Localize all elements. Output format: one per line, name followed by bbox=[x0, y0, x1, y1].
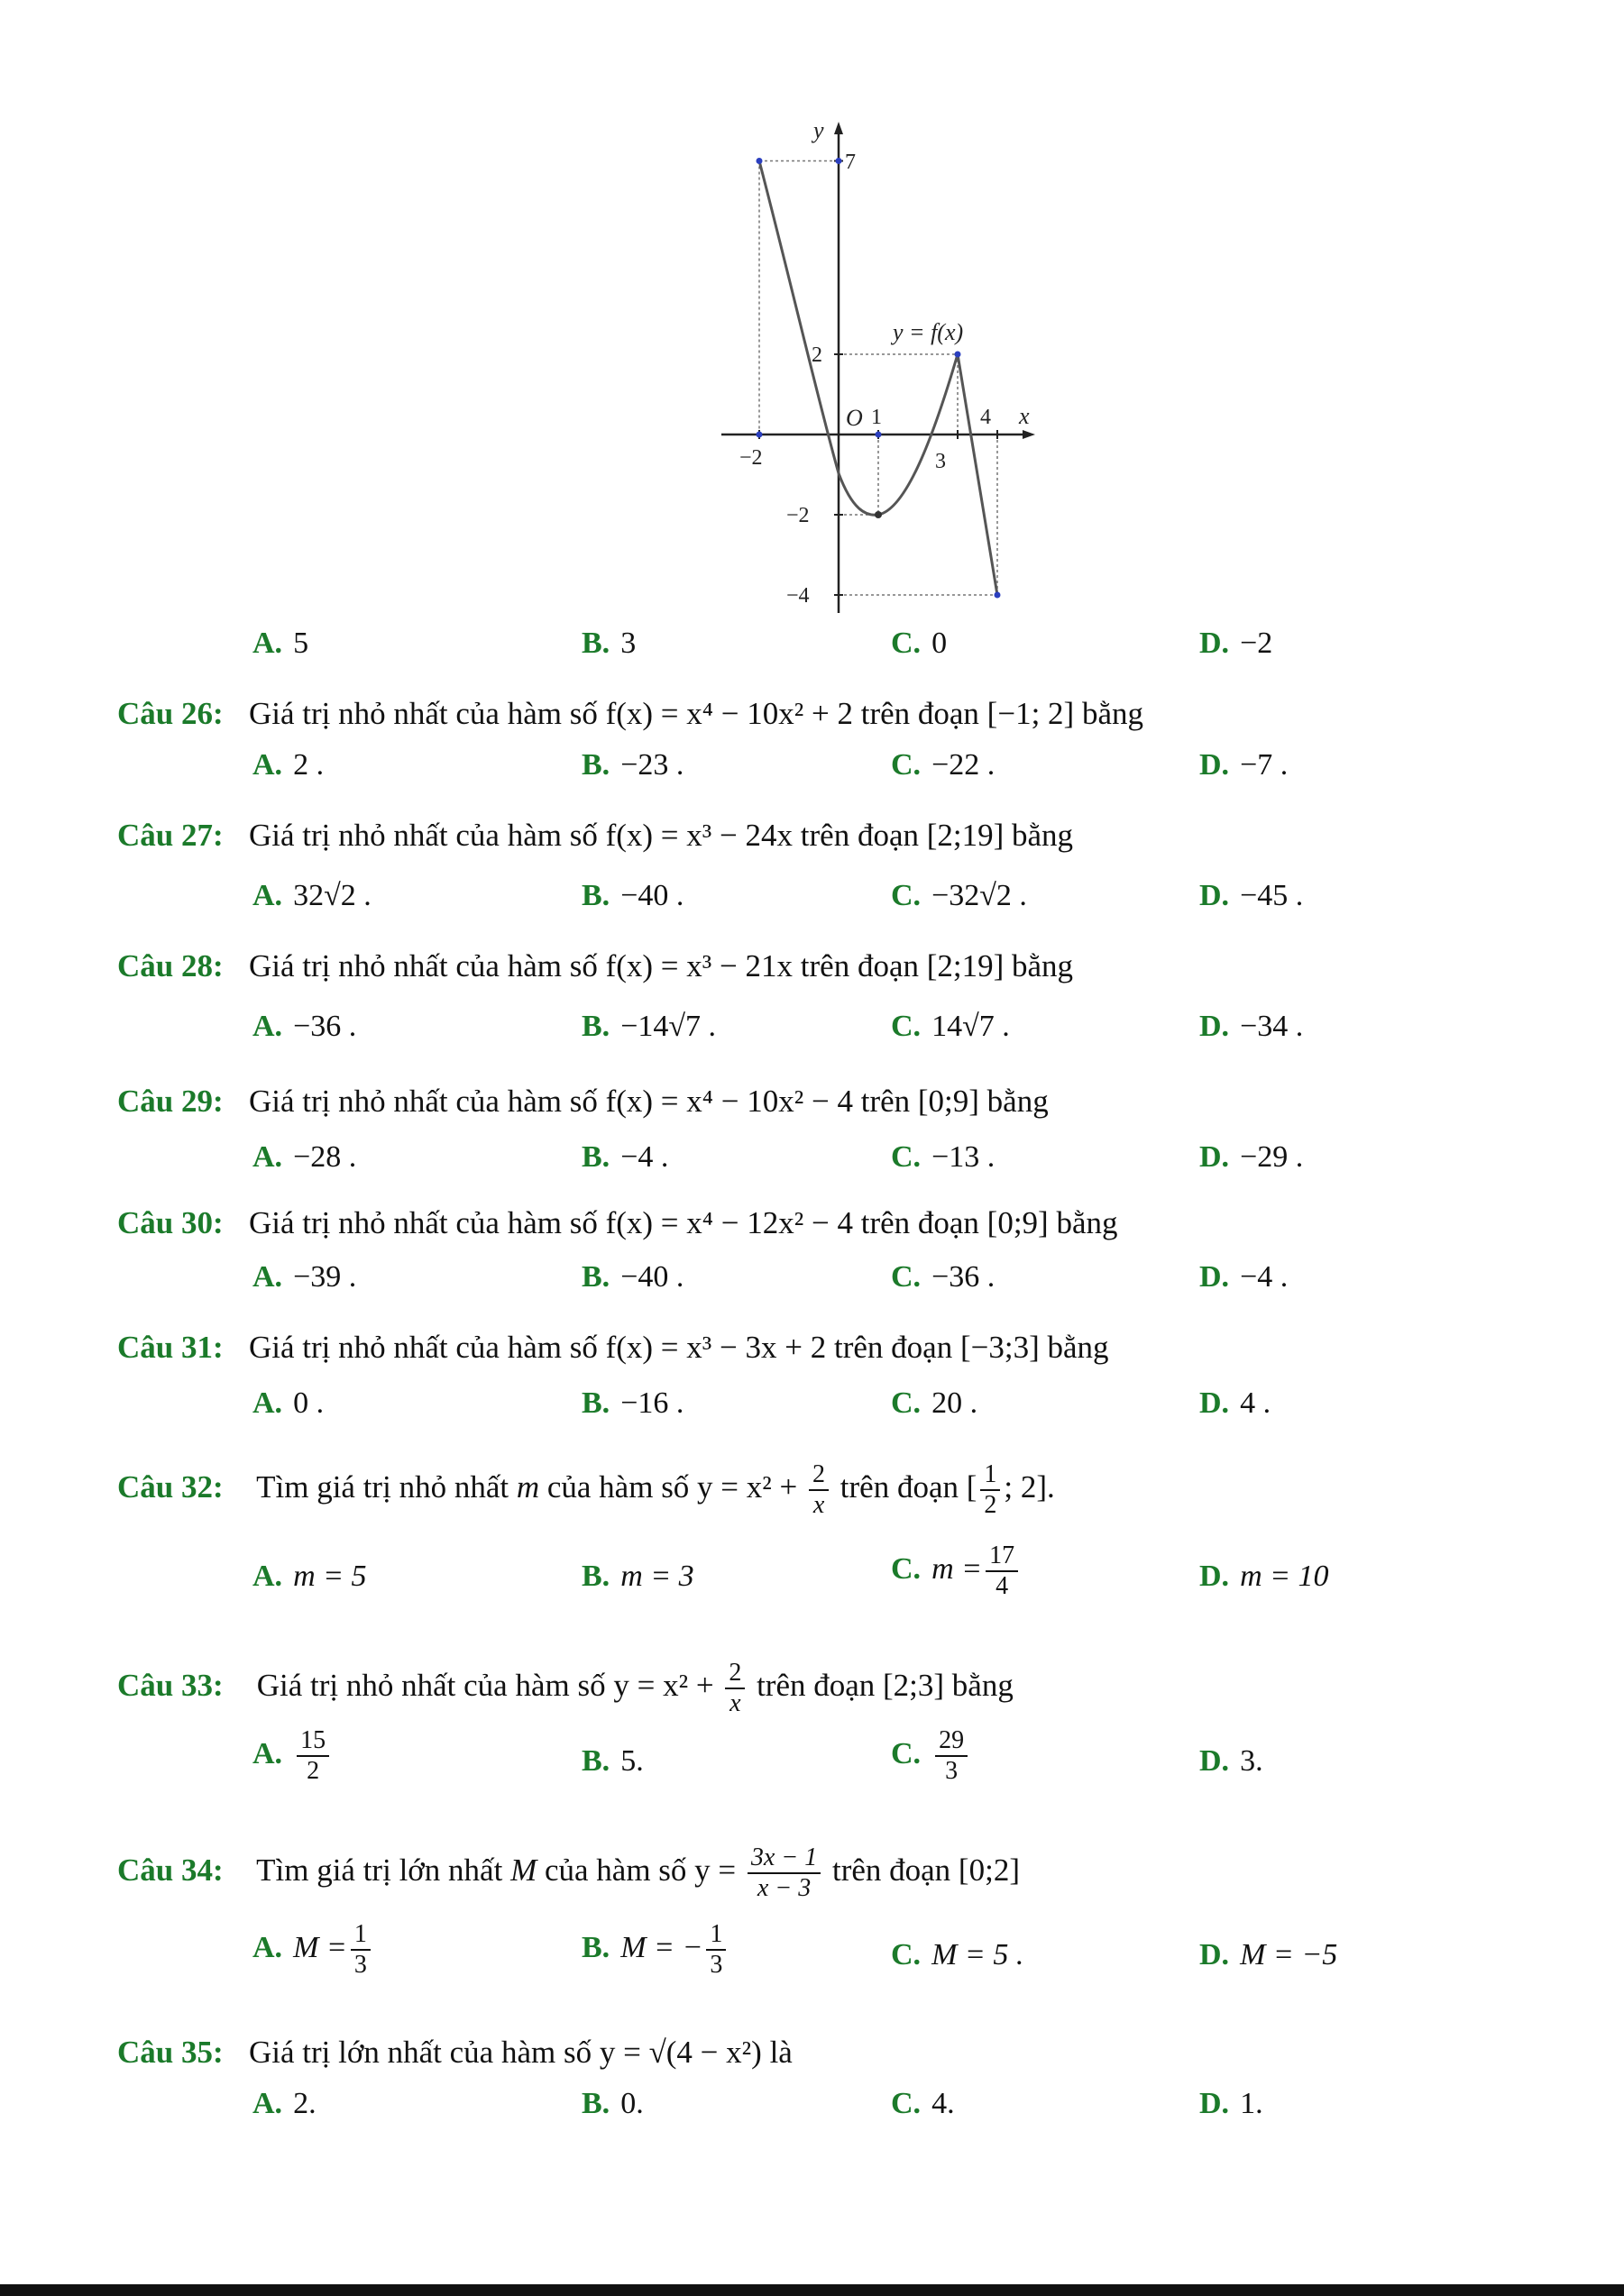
function-curve bbox=[759, 161, 997, 596]
question-30: Câu 30: Giá trị nhỏ nhất của hàm số f(x) = x⁴ − 12x² − 4 trên đoạn [0;9] bằng bbox=[117, 1205, 1118, 1240]
q27-option-a[interactable]: A. 32√2 . bbox=[252, 879, 372, 912]
q29-option-a[interactable]: A. −28 . bbox=[252, 1140, 357, 1174]
q33-option-d[interactable]: D. 3. bbox=[1199, 1744, 1263, 1778]
y-tick-neg4: −4 bbox=[786, 584, 810, 608]
q31-answers bbox=[252, 1386, 1515, 1432]
q32-fraction: $\frac{2}{x}$ bbox=[809, 1460, 829, 1520]
q34-option-c[interactable]: C. M = 5 . bbox=[891, 1938, 1024, 1971]
q32-option-c[interactable]: C. m = $\frac{17}{4}$ bbox=[891, 1541, 1022, 1601]
q33-option-a[interactable]: A. $\frac{15}{2}$ bbox=[252, 1726, 333, 1786]
q25-option-d[interactable]: D. −2 bbox=[1199, 627, 1273, 660]
q30-option-b[interactable]: B. −40 . bbox=[582, 1260, 684, 1294]
q27-option-b[interactable]: B. −40 . bbox=[582, 879, 684, 912]
q29-option-b[interactable]: B. −4 . bbox=[582, 1140, 669, 1174]
q33-option-c[interactable]: C. $\frac{29}{3}$ bbox=[891, 1726, 971, 1786]
q25-answers bbox=[252, 627, 1515, 672]
q25-option-c[interactable]: C. 0 bbox=[891, 627, 948, 660]
origin-label: O bbox=[846, 405, 863, 431]
q34-option-a[interactable]: A. M = $\frac{1}{3}$ bbox=[252, 1920, 374, 1980]
x-tick-neg2: −2 bbox=[739, 446, 763, 470]
function-label: y = f(x) bbox=[893, 319, 964, 345]
y-axis-label: y bbox=[813, 117, 824, 143]
q32-answers bbox=[252, 1541, 1515, 1605]
q30-option-c[interactable]: C. −36 . bbox=[891, 1260, 996, 1294]
q26-option-d[interactable]: D. −7 . bbox=[1199, 748, 1289, 782]
q25-option-b[interactable]: B. 3 bbox=[582, 627, 637, 660]
question-33: Câu 33: Giá trị nhỏ nhất của hàm số y = x² + $\frac{2}{x}$ trên đoạn [2;3] bằng bbox=[117, 1659, 1014, 1717]
q26-answers bbox=[252, 748, 1515, 793]
q34-fraction: $\frac{3x - 1}{x - 3}$ bbox=[748, 1843, 821, 1903]
q27-option-c[interactable]: C. −32√2 . bbox=[891, 879, 1027, 912]
q30-option-d[interactable]: D. −4 . bbox=[1199, 1260, 1289, 1294]
q33-answers bbox=[252, 1726, 1515, 1789]
q27-answers bbox=[252, 879, 1515, 924]
q35-option-d[interactable]: D. 1. bbox=[1199, 2087, 1263, 2120]
y-tick-7: 7 bbox=[845, 151, 856, 174]
question-28: Câu 28: Giá trị nhỏ nhất của hàm số f(x) = x³ − 21x trên đoạn [2;19] bằng bbox=[117, 948, 1074, 983]
q26-option-c[interactable]: C. −22 . bbox=[891, 748, 996, 782]
axes bbox=[721, 131, 1028, 613]
minimum-point bbox=[875, 511, 882, 518]
bottom-rule bbox=[0, 2284, 1624, 2296]
q26-option-a[interactable]: A. 2 . bbox=[252, 748, 325, 782]
q27-option-d[interactable]: D. −45 . bbox=[1199, 879, 1304, 912]
question-31: Câu 31: Giá trị nhỏ nhất của hàm số f(x) = x³ − 3x + 2 trên đoạn [−3;3] bằng bbox=[117, 1330, 1109, 1365]
q26-option-b[interactable]: B. −23 . bbox=[582, 748, 684, 782]
function-graph bbox=[703, 113, 1055, 617]
q31-option-d[interactable]: D. 4 . bbox=[1199, 1386, 1271, 1420]
q28-option-b[interactable]: B. −14√7 . bbox=[582, 1010, 717, 1043]
q34-option-d[interactable]: D. M = −5 bbox=[1199, 1938, 1338, 1971]
x-tick-3: 3 bbox=[935, 450, 946, 473]
q28-option-d[interactable]: D. −34 . bbox=[1199, 1010, 1304, 1043]
q33-fraction: $\frac{2}{x}$ bbox=[725, 1659, 745, 1718]
y-tick-2: 2 bbox=[812, 343, 822, 367]
question-26: Câu 26: Giá trị nhỏ nhất của hàm số f(x) = x⁴ − 10x² + 2 trên đoạn [−1; 2] bằng bbox=[117, 696, 1143, 731]
q29-option-d[interactable]: D. −29 . bbox=[1199, 1140, 1304, 1174]
q29-option-c[interactable]: C. −13 . bbox=[891, 1140, 996, 1174]
q31-option-b[interactable]: B. −16 . bbox=[582, 1386, 684, 1420]
q35-option-b[interactable]: B. 0. bbox=[582, 2087, 644, 2120]
x-tick-1: 1 bbox=[871, 406, 882, 429]
q32-option-b[interactable]: B. m = 3 bbox=[582, 1560, 694, 1593]
q32-option-a[interactable]: A. m = 5 bbox=[252, 1560, 367, 1593]
question-32: Câu 32: Tìm giá trị nhỏ nhất m của hàm số y = x² + $\frac{2}{x}$ trên đoạn [ $\frac{1}{2}$ ; 2]. bbox=[117, 1460, 1055, 1519]
q31-option-c[interactable]: C. 20 . bbox=[891, 1386, 978, 1420]
graph-svg bbox=[703, 113, 1055, 617]
question-27: Câu 27: Giá trị nhỏ nhất của hàm số f(x) = x³ − 24x trên đoạn [2;19] bằng bbox=[117, 818, 1074, 853]
q28-option-c[interactable]: C. 14√7 . bbox=[891, 1010, 1010, 1043]
x-axis-arrow bbox=[1023, 430, 1035, 439]
y-tick-neg2: −2 bbox=[786, 504, 810, 527]
q28-answers bbox=[252, 1010, 1515, 1055]
question-34: Câu 34: Tìm giá trị lớn nhất M của hàm số y = $\frac{3x - 1}{x - 3}$ trên đoạn [0;2] bbox=[117, 1843, 1020, 1902]
q30-option-a[interactable]: A. −39 . bbox=[252, 1260, 357, 1294]
q29-answers bbox=[252, 1140, 1515, 1185]
q35-option-a[interactable]: A. 2. bbox=[252, 2087, 317, 2120]
q33-option-b[interactable]: B. 5. bbox=[582, 1744, 644, 1778]
q32-interval-fraction: $\frac{1}{2}$ bbox=[980, 1460, 1000, 1520]
q34-option-b[interactable]: B. M = − $\frac{1}{3}$ bbox=[582, 1920, 729, 1980]
x-tick-4: 4 bbox=[980, 406, 991, 429]
q34-answers bbox=[252, 1920, 1515, 1983]
question-35: Câu 35: Giá trị lớn nhất của hàm số y = √(4 − x²) là bbox=[117, 2035, 793, 2070]
q28-option-a[interactable]: A. −36 . bbox=[252, 1010, 357, 1043]
marked-points bbox=[757, 158, 1001, 599]
question-29: Câu 29: Giá trị nhỏ nhất của hàm số f(x) = x⁴ − 10x² − 4 trên [0;9] bằng bbox=[117, 1084, 1049, 1119]
q31-option-a[interactable]: A. 0 . bbox=[252, 1386, 325, 1420]
q25-option-a[interactable]: A. 5 bbox=[252, 627, 309, 660]
q30-answers bbox=[252, 1260, 1515, 1305]
y-axis-arrow bbox=[834, 122, 843, 134]
q35-answers bbox=[252, 2087, 1515, 2132]
q32-option-d[interactable]: D. m = 10 bbox=[1199, 1560, 1329, 1593]
q35-option-c[interactable]: C. 4. bbox=[891, 2087, 955, 2120]
x-axis-label: x bbox=[1019, 403, 1030, 429]
